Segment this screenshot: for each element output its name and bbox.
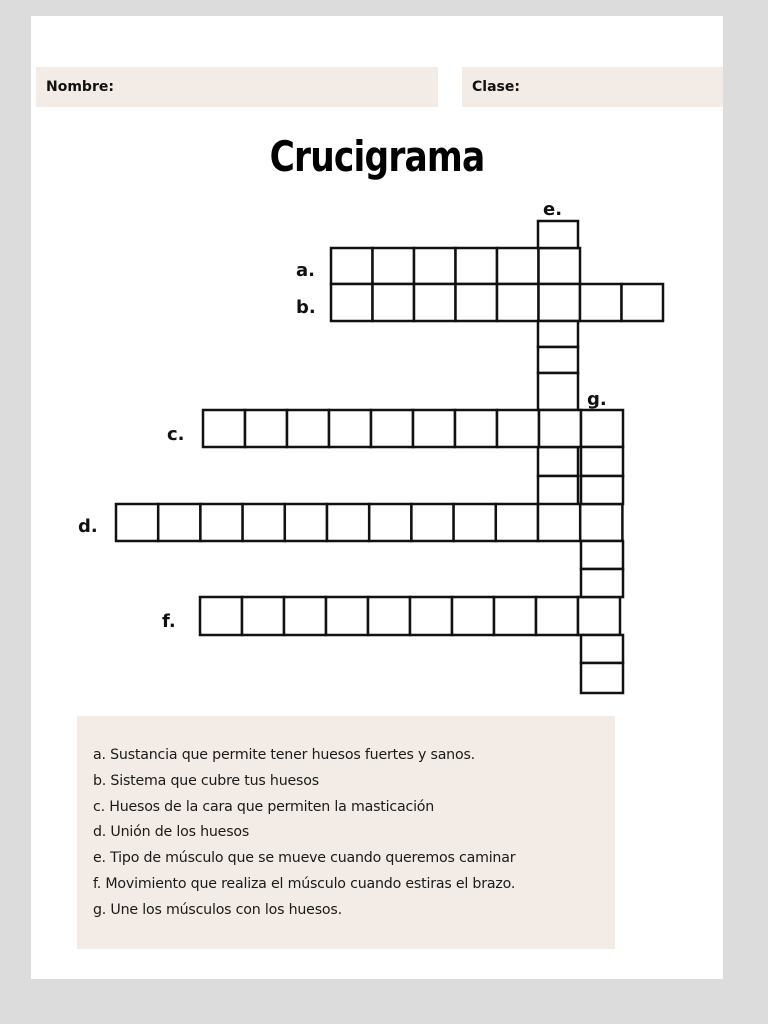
cell-b-6[interactable] — [539, 284, 581, 321]
cell-g-4[interactable] — [581, 569, 623, 597]
cell-d-4[interactable] — [243, 504, 285, 541]
clue-c: c. Huesos de la cara que permiten la masticación — [93, 798, 435, 815]
cell-g-3[interactable] — [581, 541, 623, 569]
clue-f: f. Movimiento que realiza el músculo cuando estiras el brazo. — [93, 875, 516, 892]
cell-c-5[interactable] — [371, 410, 413, 447]
page-title: Crucigrama — [269, 132, 485, 181]
cell-d-3[interactable] — [200, 504, 242, 541]
clue-g: g. Une los músculos con los huesos. — [93, 901, 342, 918]
cell-e-2[interactable] — [538, 321, 578, 347]
cell-b-2[interactable] — [373, 284, 415, 321]
cell-c-9[interactable] — [539, 410, 581, 447]
cell-d-9[interactable] — [454, 504, 496, 541]
cell-f-2[interactable] — [242, 597, 284, 635]
cell-a-5[interactable] — [497, 248, 539, 284]
cell-c-8[interactable] — [497, 410, 539, 447]
cell-d-6[interactable] — [327, 504, 369, 541]
cell-d-1[interactable] — [116, 504, 158, 541]
label-c: c. — [167, 424, 185, 445]
cell-e-5[interactable] — [538, 447, 578, 476]
cell-f-7[interactable] — [452, 597, 494, 635]
name-label: Nombre: — [46, 79, 114, 95]
cell-b-8[interactable] — [622, 284, 664, 321]
clue-a: a. Sustancia que permite tener huesos fuertes y sanos. — [93, 747, 475, 763]
cell-d-12[interactable] — [580, 504, 622, 541]
cell-g-5[interactable] — [581, 635, 623, 663]
cell-f-10[interactable] — [578, 597, 620, 635]
cell-f-1[interactable] — [200, 597, 242, 635]
cell-e-3[interactable] — [538, 347, 578, 373]
clue-d: d. Unión de los huesos — [93, 824, 250, 841]
cell-f-8[interactable] — [494, 597, 536, 635]
cell-c-6[interactable] — [413, 410, 455, 447]
cell-b-1[interactable] — [331, 284, 373, 321]
cell-c-10[interactable] — [581, 410, 623, 447]
cell-e-4[interactable] — [538, 373, 578, 410]
cell-a-2[interactable] — [373, 248, 415, 284]
label-f: f. — [162, 611, 176, 632]
cell-b-7[interactable] — [580, 284, 622, 321]
label-a: a. — [296, 260, 315, 281]
cell-d-8[interactable] — [411, 504, 453, 541]
cell-f-5[interactable] — [368, 597, 410, 635]
cell-a-3[interactable] — [414, 248, 456, 284]
cell-g-2[interactable] — [581, 476, 623, 504]
label-e: e. — [543, 199, 563, 220]
cell-d-2[interactable] — [158, 504, 200, 541]
cell-c-4[interactable] — [329, 410, 371, 447]
cell-e-1[interactable] — [538, 221, 578, 248]
label-b: b. — [296, 297, 316, 318]
cell-c-7[interactable] — [455, 410, 497, 447]
cell-g-1[interactable] — [581, 447, 623, 476]
class-label: Clase: — [472, 79, 520, 95]
cell-c-3[interactable] — [287, 410, 329, 447]
cell-a-1[interactable] — [331, 248, 373, 284]
cell-g-6[interactable] — [581, 663, 623, 693]
cell-d-11[interactable] — [538, 504, 580, 541]
cell-b-5[interactable] — [497, 284, 539, 321]
clue-e: e. Tipo de músculo que se mueve cuando queremos caminar — [93, 850, 516, 867]
cell-d-7[interactable] — [369, 504, 411, 541]
cell-d-5[interactable] — [285, 504, 327, 541]
cell-f-6[interactable] — [410, 597, 452, 635]
cell-e-6[interactable] — [538, 476, 578, 505]
cell-d-10[interactable] — [496, 504, 538, 541]
cell-c-2[interactable] — [245, 410, 287, 447]
cell-f-4[interactable] — [326, 597, 368, 635]
cell-a-6[interactable] — [539, 248, 581, 284]
cell-a-4[interactable] — [456, 248, 498, 284]
label-d: d. — [78, 516, 98, 537]
cell-c-1[interactable] — [203, 410, 245, 447]
cell-f-3[interactable] — [284, 597, 326, 635]
cell-b-4[interactable] — [456, 284, 498, 321]
clue-b: b. Sistema que cubre tus huesos — [93, 772, 319, 789]
cell-f-9[interactable] — [536, 597, 578, 635]
label-g: g. — [587, 389, 607, 410]
cell-b-3[interactable] — [414, 284, 456, 321]
